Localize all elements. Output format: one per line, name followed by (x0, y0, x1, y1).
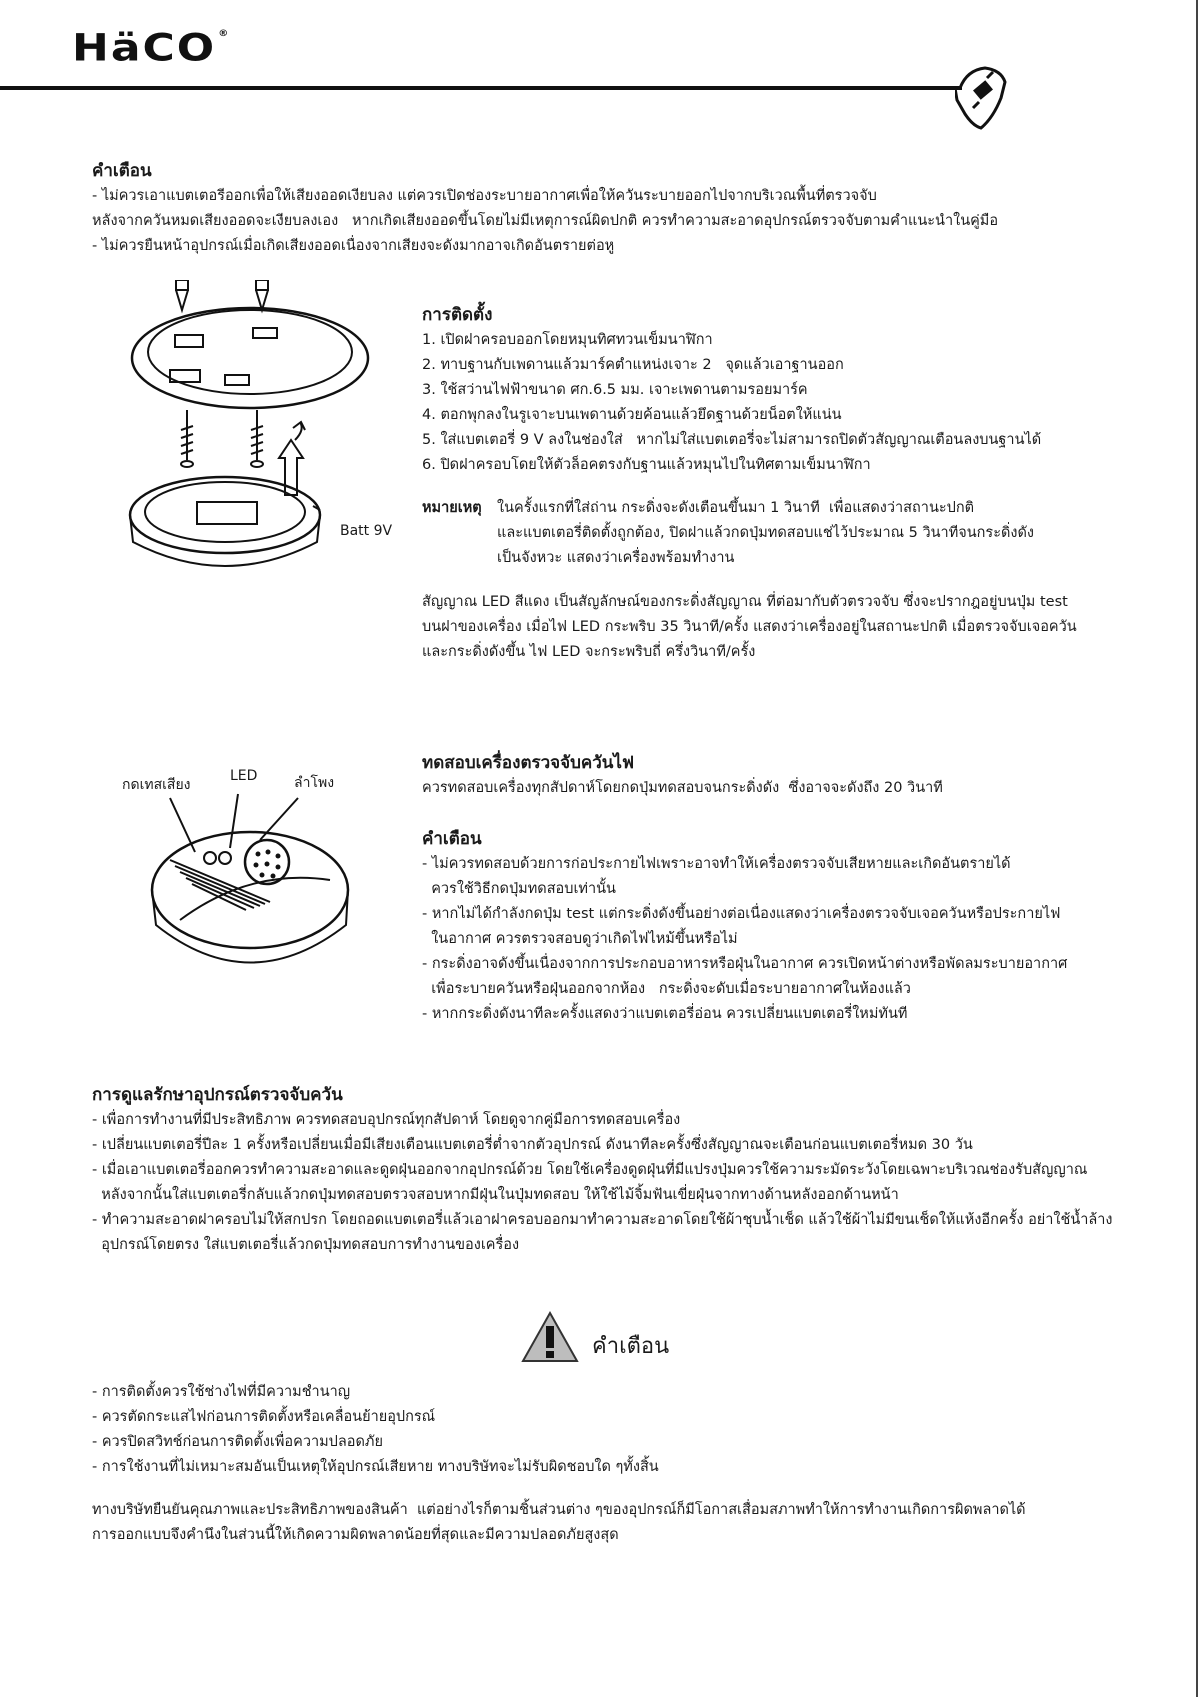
warning-line: - ไม่ควรยืนหน้าอุปกรณ์เมื่อเกิดเสียงออดเนื่องจากเสียงจะดังมากอาจเกิดอันตรายต่อหู (92, 237, 615, 254)
led-line: และกระดิ่งดังขึ้น ไฟ LED จะกระพริบถี่ ครึ่งวินาที/ครั้ง (422, 643, 756, 660)
warning-list (92, 184, 998, 259)
installation-title: การติดตั้ง (422, 305, 493, 325)
test-warning-title: คำเตือน (422, 829, 482, 849)
test-warning-line: - กระดิ่งอาจดังขึ้นเนื่องจากการประกอบอาหารหรือฝุ่นในอากาศ ควรเปิดหน้าต่างหรือพัดลมระบายอากาศ (422, 955, 1068, 972)
note-label: หมายเหตุ (422, 500, 482, 516)
caution-line: - การติดตั้งควรใช้ช่างไฟที่มีความชำนาญ (92, 1384, 351, 1400)
installation-step: 6. ปิดฝาครอบโดยให้ตัวล็อคตรงกับฐานแล้วหมุนไปในทิศตามเข็มนาฬิกา (422, 456, 871, 473)
maintenance-list (92, 1108, 1113, 1258)
caution-title: คำเตือน (592, 1334, 670, 1359)
led-line: บนฝาของเครื่อง เมื่อไฟ LED กระพริบ 35 วินาที/ครั้ง แสดงว่าเครื่องอยู่ในสถานะปกติ เมื่อตรวจจับเจอควัน (422, 618, 1077, 635)
note-text (497, 496, 1034, 571)
detector-diagram (150, 790, 360, 1000)
installation-step: 2. ทาบฐานกับเพดานแล้วมาร์คตำแหน่งเจาะ 2 จุดแล้วเอาฐานออก (422, 356, 844, 373)
maintenance-line: - เพื่อการทำงานที่มีประสิทธิภาพ ควรทดสอบอุปกรณ์ทุกสัปดาห์ โดยดูจากคู่มือการทดสอบเครื่อง (92, 1112, 681, 1128)
speaker-label: ลำโพง (294, 775, 335, 791)
footer-note (92, 1498, 1026, 1548)
warning-line: - ไม่ควรเอาแบตเตอรีออกเพื่อให้เสียงออดเงียบลง แต่ควรเปิดช่องระบายอากาศเพื่อให้ควันระบายออกไปจากบริเวณพื้นที่ตรวจจับ (92, 188, 877, 204)
maintenance-line: - เมื่อเอาแบตเตอรี่ออกควรทำความสะอาดและดูดฝุ่นออกจากอุปกรณ์ด้วย โดยใช้เครื่องดูดฝุ่นที่มีแปรงปุ่มควรใช้ความระมัดระวังโดยเฉพาะบริเวณช่องรับสัญญาณ (92, 1161, 1088, 1178)
caution-line: - การใช้งานที่ไม่เหมาะสมอันเป็นเหตุให้อุปกรณ์เสียหาย ทางบริษัทจะไม่รับผิดชอบใด ๆทั้งสิ้น (92, 1458, 659, 1475)
test-warning-line: - หากกระดิ่งดังนาทีละครั้งแสดงว่าแบตเตอรี่อ่อน ควรเปลี่ยนแบตเตอรี่ใหม่ทันที (422, 1005, 908, 1022)
page-border (1196, 0, 1198, 1697)
maintenance-line: อุปกรณ์โดยตรง ใส่แบตเตอรี่แล้วกดปุ่มทดสอบการทำงานของเครื่อง (92, 1236, 520, 1253)
test-warning-line: เพื่อระบายควันหรือฝุ่นออกจากห้อง กระดิ่งจะดับเมื่อระบายอากาศในห้องแล้ว (422, 980, 911, 997)
maintenance-line: - ทำความสะอาดฝาครอบไม่ให้สกปรก โดยถอดแบตเตอรี่แล้วเอาฝาครอบออกมาทำความสะอาดโดยใช้ผ้าชุบน้ำเช็ด แล้วใช้ผ้าไม่มีขนเช็ดให้แห้งอีกครั้ง อย่าใช้น้ำล้าง (92, 1211, 1113, 1228)
battery-label: Batt 9V (340, 523, 393, 539)
test-warning-line: - หากไม่ได้กำลังกดปุ่ม test แต่กระดิ่งดังขึ้นอย่างต่อเนื่องแสดงว่าเครื่องตรวจจับเจอควันหรือประกายไฟ (422, 905, 1061, 922)
note-line: ในครั้งแรกที่ใส่ถ่าน กระดิ่งจะดังเตือนขึ้นมา 1 วินาที เพื่อแสดงว่าสถานะปกติ (497, 500, 975, 516)
test-button-label: กดเทสเสียง (122, 777, 191, 793)
test-warning-line: ควรใช้วิธีกดปุ่มทดสอบเท่านั้น (422, 880, 616, 897)
installation-step: 4. ตอกพุกลงในรูเจาะบนเพดานด้วยค้อนแล้วยึดฐานด้วยน็อตให้แน่น (422, 406, 842, 423)
installation-steps (422, 328, 1041, 478)
brand-logo: HäCO ® (72, 26, 231, 70)
installation-step: 5. ใส่แบตเตอรี่ 9 V ลงในช่องใส่ หากไม่ใส่แบตเตอรี่จะไม่สามารถปิดตัวสัญญาณเตือนลงบนฐานได้ (422, 431, 1042, 448)
plug-icon (955, 60, 1015, 135)
test-description: ควรทดสอบเครื่องทุกสัปดาห์โดยกดปุ่มทดสอบจนกระดิ่งดัง ซึ่งอาจจะดังถึง 20 วินาที (422, 780, 943, 796)
led-description (422, 590, 1077, 665)
test-warning-line: ในอากาศ ควรตรวจสอบดูว่าเกิดไฟไหม้ขึ้นหรือไม่ (422, 930, 738, 947)
led-line: สัญญาณ LED สีแดง เป็นสัญลักษณ์ของกระดิ่งสัญญาณ ที่ต่อมากับตัวตรวจจับ ซึ่งจะปรากฎอยู่บนปุ่ม test (422, 594, 1068, 610)
test-warning-line: - ไม่ควรทดสอบด้วยการก่อประกายไฟเพราะอาจทำให้เครื่องตรวจจับเสียหายและเกิดอันตรายได้ (422, 856, 1011, 872)
test-title: ทดสอบเครื่องตรวจจับควันไฟ (422, 753, 635, 773)
caution-line: - ควรปิดสวิทช์ก่อนการติดตั้งเพื่อความปลอดภัย (92, 1433, 383, 1450)
installation-step: 3. ใช้สว่านไฟฟ้าขนาด ศก.6.5 มม. เจาะเพดานตามรอยมาร์ค (422, 381, 808, 398)
note-line: และแบตเตอรี่ติดตั้งถูกต้อง, ปิดฝาแล้วกดปุ่มทดสอบแช่ไว้ประมาณ 5 วินาทีจนกระดิ่งดัง (497, 524, 1035, 541)
installation-diagram (125, 280, 415, 610)
led-label: LED (230, 768, 258, 784)
test-warning-list (422, 852, 1067, 1027)
warning-line: หลังจากควันหมดเสียงออดจะเงียบลงเอง หากเกิดเสียงออดขึ้นโดยไม่มีเหตุการณ์ผิดปกติ ควรทำความสะอาดอุปกรณ์ตรวจจับตามคำแนะนำในคู่มือ (92, 212, 999, 229)
caution-line: - ควรตัดกระแสไฟก่อนการติดตั้งหรือเคลื่อนย้ายอุปกรณ์ (92, 1408, 436, 1425)
maintenance-title: การดูแลรักษาอุปกรณ์ตรวจจับควัน (92, 1085, 343, 1105)
footer-line: การออกแบบจึงคำนึงในส่วนนี้ให้เกิดความผิดพลาดน้อยที่สุดและมีความปลอดภัยสูงสุด (92, 1526, 619, 1543)
note-line: เป็นจังหวะ แสดงว่าเครื่องพร้อมทำงาน (497, 549, 735, 566)
warning-title: คำเตือน (92, 161, 152, 181)
caution-list (92, 1380, 659, 1480)
installation-step: 1. เปิดฝาครอบออกโดยหมุนทิศทวนเข็มนาฬิกา (422, 332, 713, 348)
footer-line: ทางบริษัทยืนยันคุณภาพและประสิทธิภาพของสินค้า แต่อย่างไรก็ตามชิ้นส่วนต่าง ๆของอุปกรณ์ก็มีโอกาสเสื่อมสภาพทำให้การทำงานเกิดการผิดพลาดได้ (92, 1502, 1026, 1518)
maintenance-line: - เปลี่ยนแบตเตอรี่ปีละ 1 ครั้งหรือเปลี่ยนเมื่อมีเสียงเตือนแบตเตอรี่ต่ำจากตัวอุปกรณ์ ดังนาทีละครั้งซึ่งสัญญาณจะเตือนก่อนแบตเตอรี่หมด 30 วัน (92, 1136, 973, 1153)
header-rule (0, 86, 962, 90)
maintenance-line: หลังจากนั้นใส่แบตเตอรี่กลับแล้วกดปุ่มทดสอบตรวจสอบหากมีฝุ่นในปุ่มทดสอบ ให้ใช้ไม้จิ้มฟันเขี่ยฝุ่นจากทางด้านหลังออกด้านหน้า (92, 1186, 899, 1203)
warning-triangle-icon (520, 1310, 580, 1364)
